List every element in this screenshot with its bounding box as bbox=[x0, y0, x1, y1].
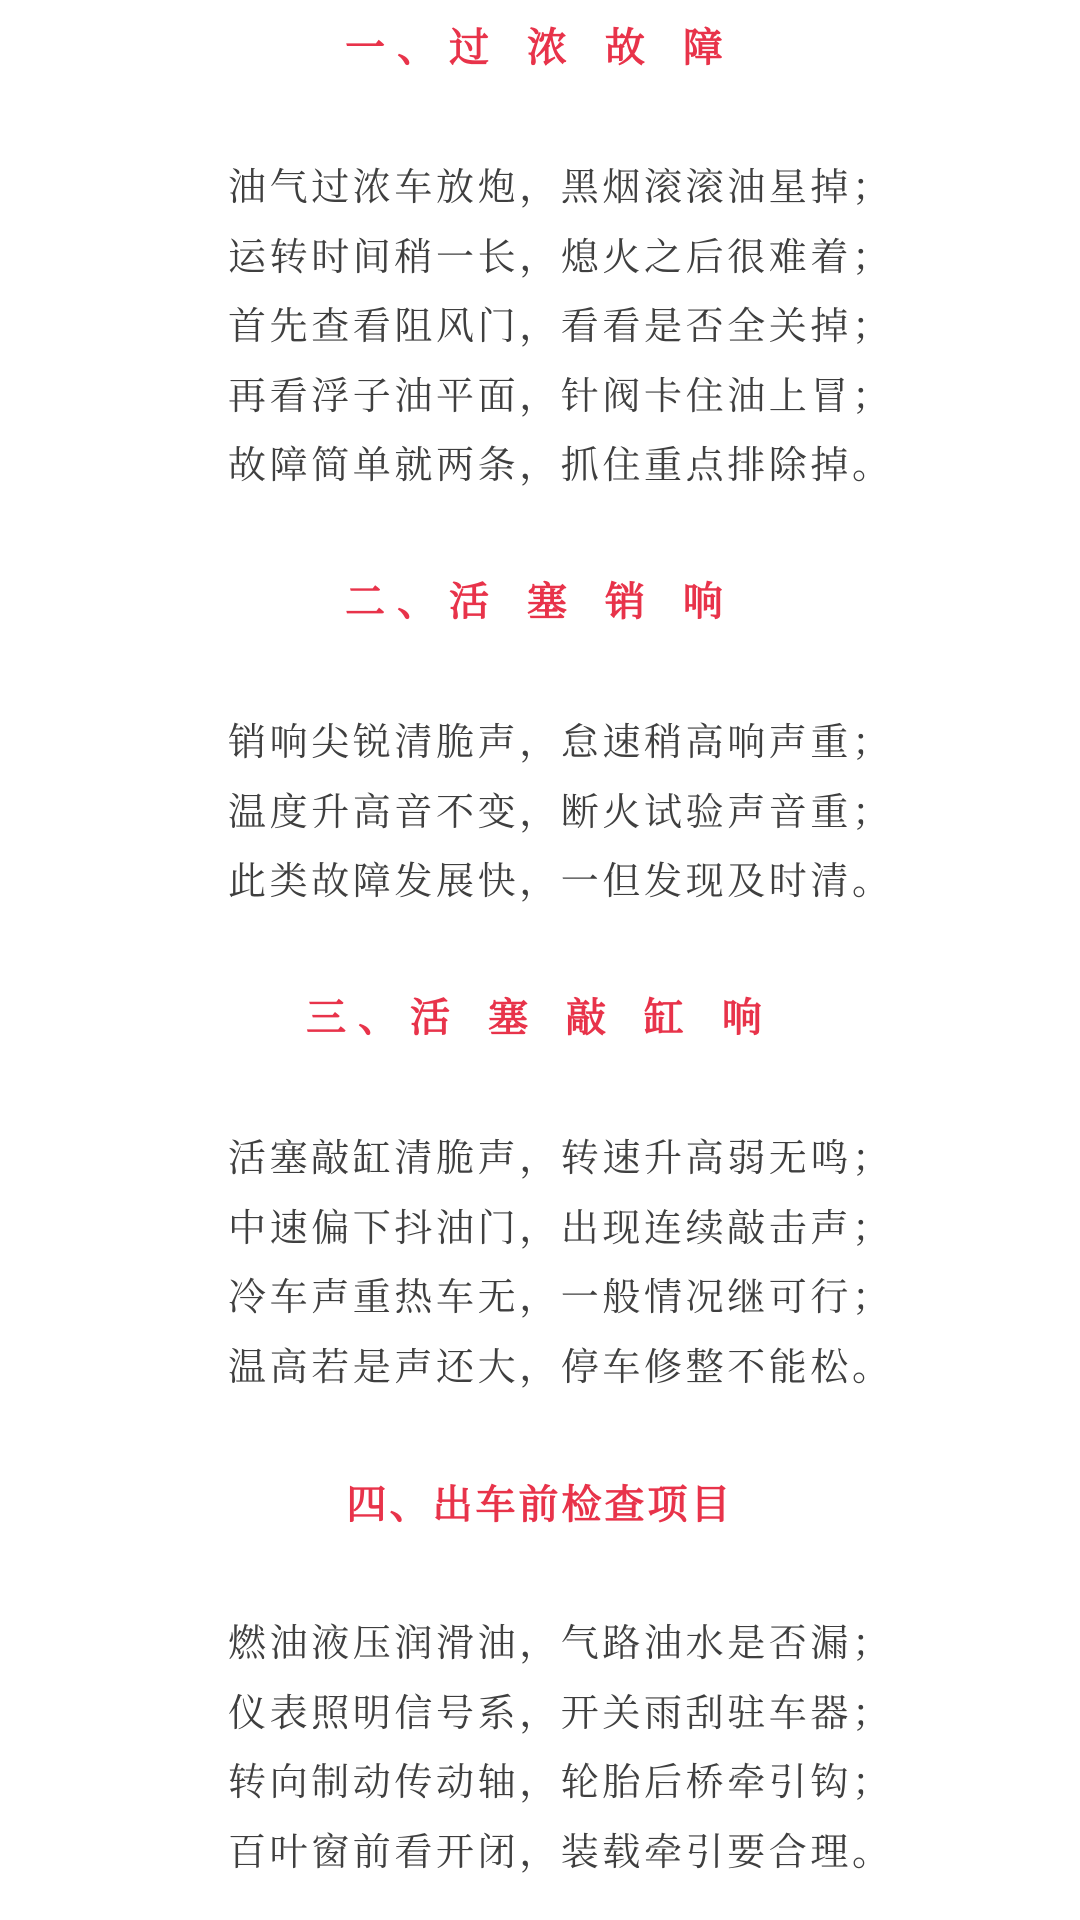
verse-line: 此类故障发展快，一但发现及时清。 bbox=[228, 859, 894, 903]
section-heading-pre-departure-checks: 四、出车前检查项目 bbox=[346, 1482, 734, 1528]
verse-line: 转向制动传动轴，轮胎后桥牵引钩； bbox=[228, 1760, 894, 1804]
verse-line: 销响尖锐清脆声，怠速稍高响声重； bbox=[228, 720, 894, 764]
verse-line: 再看浮子油平面，针阀卡住油上冒； bbox=[228, 373, 894, 418]
verse-pre-departure-checks bbox=[228, 1609, 894, 1887]
verse-line: 冷车声重热车无，一般情况继可行； bbox=[228, 1275, 894, 1319]
verse-line: 活塞敲缸清脆声，转速升高弱无鸣； bbox=[228, 1136, 894, 1180]
verse-line: 首先查看阻风门，看看是否全关掉； bbox=[228, 304, 894, 348]
verse-line: 百叶窗前看开闭，装载牵引要合理。 bbox=[228, 1829, 894, 1874]
verse-piston-slap-noise bbox=[228, 1124, 894, 1402]
verse-line: 中速偏下抖油门，出现连续敲击声； bbox=[228, 1205, 894, 1250]
section-heading-piston-pin-noise: 二、活 塞 销 响 bbox=[345, 579, 735, 625]
verse-line: 温高若是声还大，停车修整不能松。 bbox=[228, 1344, 894, 1389]
section-heading-overrich-fault: 一、过 浓 故 障 bbox=[345, 25, 735, 71]
verse-line: 温度升高音不变，断火试验声音重； bbox=[228, 789, 894, 834]
verse-line: 仪表照明信号系，开关雨刮驻车器； bbox=[228, 1690, 894, 1735]
verse-line: 故障简单就两条，抓住重点排除掉。 bbox=[228, 443, 894, 487]
verse-piston-pin-noise bbox=[228, 708, 894, 917]
section-heading-piston-slap-noise: 三、活 塞 敲 缸 响 bbox=[306, 995, 774, 1041]
verse-overrich-fault bbox=[228, 153, 894, 501]
verse-line: 油气过浓车放炮，黑烟滚滚油星掉； bbox=[228, 165, 894, 209]
verse-line: 燃油液压润滑油，气路油水是否漏； bbox=[228, 1621, 894, 1665]
verse-line: 运转时间稍一长，熄火之后很难着； bbox=[228, 234, 894, 279]
